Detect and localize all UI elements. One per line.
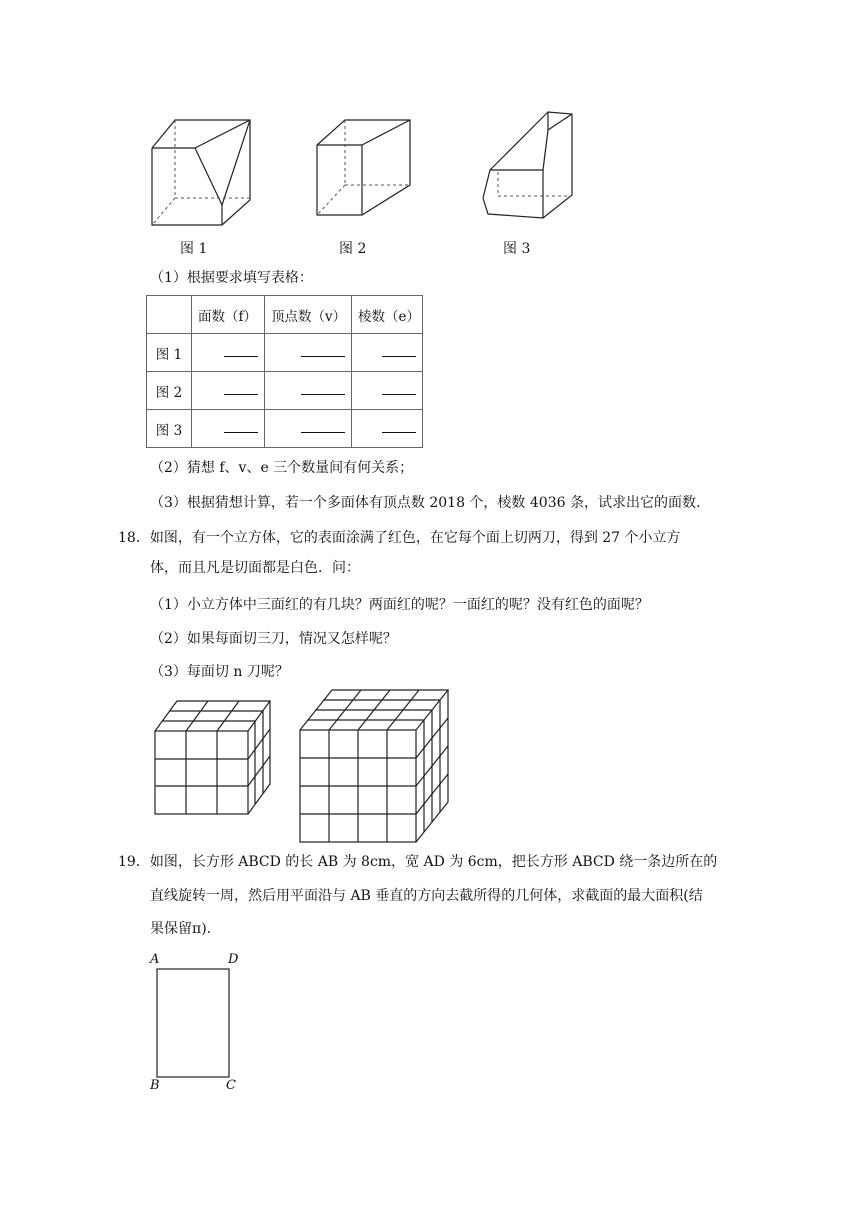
q17-part2: （2）猜想 f、v、e 三个数量间有何关系； xyxy=(150,460,414,476)
point-label-d: D xyxy=(228,952,239,967)
header-faces: 面数（f） xyxy=(192,296,265,334)
row-label: 图 1 xyxy=(147,334,192,372)
figure-3-caption: 图 3 xyxy=(503,241,531,257)
q17-part3: （3）根据猜想计算，若一个多面体有顶点数 2018 个，棱数 4036 条，试求出它的面数. xyxy=(150,495,701,511)
q19-stem-line2: 直线旋转一周，然后用平面沿与 AB 垂直的方向去截所得的几何体，求截面的最大面积(结 xyxy=(150,888,703,904)
row-label: 图 3 xyxy=(147,410,192,448)
q19-stem-line3: 果保留π). xyxy=(150,921,212,937)
figure-2-caption: 图 2 xyxy=(339,241,367,257)
point-label-c: C xyxy=(226,1078,236,1093)
figure-1-caption: 图 1 xyxy=(180,241,208,257)
q18-part1: （1）小立方体中三面红的有几块？两面红的呢？一面红的呢？没有红色的面呢？ xyxy=(150,597,649,613)
q19-stem-line1: 19．如图，长方形 ABCD 的长 AB 为 8cm，宽 AD 为 6cm，把长方形 ABCD 绕一条边所在的 xyxy=(118,854,718,870)
point-label-b: B xyxy=(150,1078,160,1093)
q18-stem-line1: 18．如图，有一个立方体，它的表面涂满了红色，在它每个面上切两刀，得到 27 个小立方 xyxy=(118,530,681,546)
point-label-a: A xyxy=(150,952,160,967)
header-vertices: 顶点数（v） xyxy=(265,296,352,334)
q18-part2: （2）如果每面切三刀，情况又怎样呢？ xyxy=(150,631,397,647)
q17-part1: （1）根据要求填写表格： xyxy=(150,270,313,286)
header-edges: 棱数（e） xyxy=(352,296,423,334)
row-label: 图 2 xyxy=(147,372,192,410)
q18-part3: （3）每面切 n 刀呢？ xyxy=(150,664,289,680)
q18-stem-line2: 体，而且凡是切面都是白色．问： xyxy=(150,560,360,576)
